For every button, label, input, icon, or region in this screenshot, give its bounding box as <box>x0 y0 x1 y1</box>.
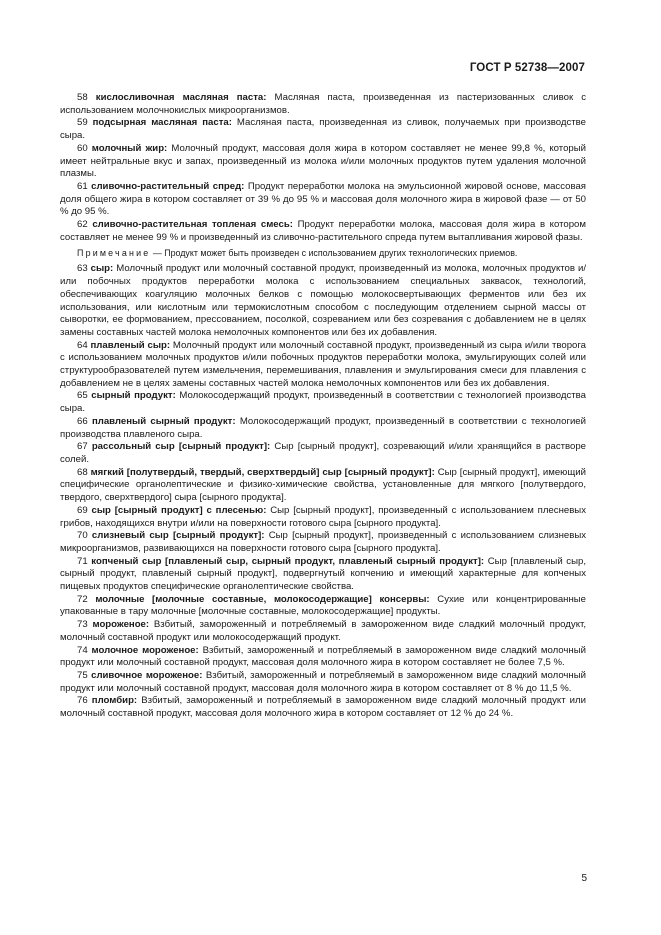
entry-75: 75 сливочное мороженое: Взбитый, замороженный и потребляемый в замороженном виде сладкий молочный продукт или молочный составной продукт, массовая доля молочного жира в котором составляет от 8 % до 11,5 %. <box>60 669 586 694</box>
entry-65: 65 сырный продукт: Молокосодержащий продукт, произведенный в соответствии с технологией производства сыра. <box>60 390 586 415</box>
entry-59: 59 подсырная масляная паста: Масляная паста, произведенная из сливок, получаемых при производстве сыра. <box>60 117 586 142</box>
entry-76: 76 пломбир: Взбитый, замороженный и потребляемый в замороженном виде сладкий молочный продукт или молочный составной продукт, массовая доля молочного жира в котором составляет от 12 % до 24 %. <box>60 695 587 720</box>
entry-term: пломбир: <box>91 695 138 707</box>
entry-term: сыр: <box>90 263 114 275</box>
document-code: ГОСТ Р 52738—2007 <box>469 62 585 74</box>
entry-term: молочное мороженое: <box>91 644 199 656</box>
entry-definition: Взбитый, замороженный и потребляемый в замороженном виде сладкий молочный продукт или молочный составной продукт, массовая доля молочного жира в котором составляет от 12 % до 24 %. <box>60 695 587 720</box>
entry-definition: Сыр [сырный продукт], созревающий и/или хранящийся в растворе солей. <box>60 441 587 465</box>
entry-60: 60 молочный жир: Молочный продукт, массовая доля жира в котором составляет не менее 99,8 %, который имеет нейтральные вкус и запах, произведенный из молока и/или молочных продуктов путем удаления молочной плазмы. <box>60 142 586 180</box>
entry-definition: Молочный продукт или молочный составной продукт, произведенный из молока, молочных продуктов и/или побочных продуктов переработки молока с использованием специальных заквасок, технологий, обеспечивающих коагуляцию молочных белков с помощью молокосвертывающих ферментов или без их использования, или кислотным или термокислотным способом с последующим отделением сырной массы от сыворотки, ее формованием, прессованием, посолкой, созреванием или без созревания с добавлением не в целях замены составных частей молока немолочных компонентов или без их добавления. <box>60 263 586 338</box>
entry-72: 72 молочные [молочные составные, молокосодержащие] консервы: Сухие или концентрированные упакованные в тару молочные [молочные составные, молокосодержащие] продукты. <box>60 593 586 618</box>
entry-term: сливочно-растительный спред: <box>91 180 245 192</box>
entry-71: 71 копченый сыр [плавленый сыр, сырный продукт, плавленый сырный продукт]: Сыр [плавленый сыр, сырный продукт, плавленый сырный продукт], подвергнутый копчению и имеющий характерные для копченых пищевых продуктов специфические органолептические свойства. <box>60 555 586 593</box>
entry-63: 63 сыр: Молочный продукт или молочный составной продукт, произведенный из молока, молочных продуктов и/или побочных продуктов переработки молока с использованием специальных заквасок, технологий, обеспечивающих коагуляцию молочных белков с помощью молокосвертывающих ферментов или без их использования, или кислотным или термокислотным способом с последующим отделением сырной массы от сыворотки, ее формованием, прессованием, посолкой, созреванием или без созревания с добавлением не в целях замены составных частей молока немолочных компонентов или без их добавления. <box>60 263 586 338</box>
entry-definition: Взбитый, замороженный и потребляемый в замороженном виде сладкий молочный продукт или молочный составной продукт, массовая доля молочного жира в котором составляет не более 7,5 %. <box>60 644 586 669</box>
entry-definition: Молочный продукт или молочный составной продукт, произведенный из сыра и/или творога с использованием молочных продуктов и/или побочных продуктов переработки молока, эмульгирующих солей или структурообразователей путем измельчения, перемешивания, плавления и эмульгирования смеси для плавления с добавлением не в целях замены составных частей молока немолочных компонентов или без их добавления. <box>60 339 586 389</box>
note-label: Примечание <box>77 248 151 259</box>
entry-definition: Продукт переработки молока на эмульсионной жировой основе, массовая доля общего жира в котором составляет от 39 % до 95 % и массовая доля молочного жира в жировой фазе — от 50 % до 95 %. <box>60 180 586 218</box>
entry-definition: Сыр [плавленый сыр, сырный продукт, плавленый сырный продукт], подвергнутый копчению и имеющий характерные для копченых пищевых продуктов специфические органолептические свойства. <box>60 555 586 593</box>
entry-definition: Взбитый, замороженный и потребляемый в замороженном виде сладкий молочный продукт, молочный составной продукт или молокосодержащий продукт. <box>60 619 587 643</box>
entry-definition: Молокосодержащий продукт, произведенный в соответствии с технологией производства плавленого сыра. <box>60 415 586 440</box>
entry-58: 58 кислосливочная масляная паста: Масляная паста, произведенная из пастеризованных сливок с использованием молочнокислых микроорганизмов. <box>60 92 587 116</box>
entry-70: 70 слизневый сыр [сырный продукт]: Сыр [сырный продукт], произведенный с использованием слизневых микроорганизмов, развивающихся на поверхности готового сыра [сырного продукта]. <box>60 530 587 554</box>
entry-definition: Сыр [сырный продукт], произведенный с использованием плесневых грибов, находящихся внутри и/или на поверхности готового сыра [сырного продукта]. <box>60 504 586 529</box>
document-body <box>60 92 586 721</box>
entry-definition: Сыр [сырный продукт], произведенный с использованием слизневых микроорганизмов, развивающихся на поверхности готового сыра [сырного продукта]. <box>60 530 587 554</box>
entry-64: 64 плавленый сыр: Молочный продукт или молочный составной продукт, произведенный из сыра и/или творога с использованием молочных продуктов и/или побочных продуктов переработки молока, эмульгирующих солей или структурообразователей путем измельчения, перемешивания, плавления и эмульгирования смеси для плавления с добавлением не в целях замены составных частей молока немолочных компонентов или без их добавления. <box>60 339 586 389</box>
entry-definition: Продукт переработки молока, массовая доля жира в котором составляет не менее 99 % и произведенный из сливочно-растительного спреда путем вытапливания жировой фазы. <box>60 219 586 243</box>
entry-term: молочные [молочные составные, молокосодержащие] консервы: <box>95 593 430 605</box>
entry-term: плавленый сыр: <box>90 339 171 351</box>
note-dash: — <box>152 248 162 259</box>
entry-definition: Сыр [сырный продукт], имеющий специфические органолептические и физико-химические свойства, установленные для мягкого [полутвердого, твердого, сверхтвердого] сыра [сырного продукта]. <box>60 466 586 504</box>
entry-68: 68 мягкий [полутвердый, твердый, сверхтвердый] сыр [сырный продукт]: Сыр [сырный продукт], имеющий специфические органолептические и физико-химические свойства, установленные для мягкого [полутвердого, твердого, сверхтвердого] сыра [сырного продукта]. <box>60 466 586 504</box>
entry-definition: Взбитый, замороженный и потребляемый в замороженном виде сладкий молочный продукт или молочный составной продукт, массовая доля молочного жира в котором составляет от 8 % до 11,5 %. <box>60 669 586 694</box>
page-number: 5 <box>581 873 587 884</box>
entry-66: 66 плавленый сырный продукт: Молокосодержащий продукт, произведенный в соответствии с технологией производства плавленого сыра. <box>60 415 586 440</box>
entry-term: сливочное мороженое: <box>91 669 203 681</box>
entry-term: кислосливочная масляная паста: <box>95 92 267 103</box>
entry-term: рассольный сыр [сырный продукт]: <box>91 441 271 453</box>
entry-61: 61 сливочно-растительный спред: Продукт переработки молока на эмульсионной жировой основе, массовая доля общего жира в котором составляет от 39 % до 95 % и массовая доля молочного жира в жировой фазе — от 50 % до 95 %. <box>60 180 586 218</box>
entry-term: молочный жир: <box>91 142 168 154</box>
entry-term: сырный продукт: <box>91 390 176 402</box>
entry-definition: Молокосодержащий продукт, произведенный в соответствии с технологией производства сыра. <box>60 390 586 415</box>
entry-73: 73 мороженое: Взбитый, замороженный и потребляемый в замороженном виде сладкий молочный продукт, молочный составной продукт или молокосодержащий продукт. <box>60 619 587 643</box>
entry-definition: Масляная паста, произведенная из сливок, получаемых при производстве сыра. <box>60 117 586 142</box>
entry-definition: Сухие или концентрированные упакованные в тару молочные [молочные составные, молокосодержащие] продукты. <box>60 593 586 618</box>
entry-definition: Масляная паста, произведенная из пастеризованных сливок с использованием молочнокислых микроорганизмов. <box>60 92 587 116</box>
entry-term: подсырная масляная паста: <box>92 117 232 129</box>
entry-74: 74 молочное мороженое: Взбитый, замороженный и потребляемый в замороженном виде сладкий молочный продукт или молочный составной продукт, массовая доля молочного жира в котором составляет не более 7,5 %. <box>60 644 586 669</box>
entry-term: слизневый сыр [сырный продукт]: <box>91 530 265 542</box>
entry-term: плавленый сырный продукт: <box>91 415 236 427</box>
entry-term: сливочно-растительная топленая смесь: <box>92 219 293 231</box>
entry-term: копченый сыр [плавленый сыр, сырный продукт, плавленый сырный продукт]: <box>91 555 485 567</box>
entry-term: мягкий [полутвердый, твердый, сверхтвердый] сыр [сырный продукт]: <box>90 466 435 478</box>
entry-definition: Молочный продукт, массовая доля жира в котором составляет не менее 99,8 %, который имеет нейтральные вкус и запах, произведенный из молока и/или молочных продуктов путем удаления молочной плазмы. <box>60 142 586 180</box>
entry-term: сыр [сырный продукт] с плесенью: <box>91 504 267 516</box>
entry-69: 69 сыр [сырный продукт] с плесенью: Сыр [сырный продукт], произведенный с использованием плесневых грибов, находящихся внутри и/или на поверхности готового сыра [сырного продукта]. <box>60 504 586 529</box>
entry-term: мороженое: <box>92 619 150 631</box>
entry-67: 67 рассольный сыр [сырный продукт]: Сыр [сырный продукт], созревающий и/или хранящийся в растворе солей. <box>60 441 587 465</box>
note <box>60 247 586 259</box>
note-text: Продукт может быть произведен с использованием других технологических приемов. <box>164 248 518 259</box>
entry-62: 62 сливочно-растительная топленая смесь: Продукт переработки молока, массовая доля жира в котором составляет не менее 99 % и произведенный из сливочно-растительного спреда путем вытапливания жировой фазы. <box>60 219 586 243</box>
